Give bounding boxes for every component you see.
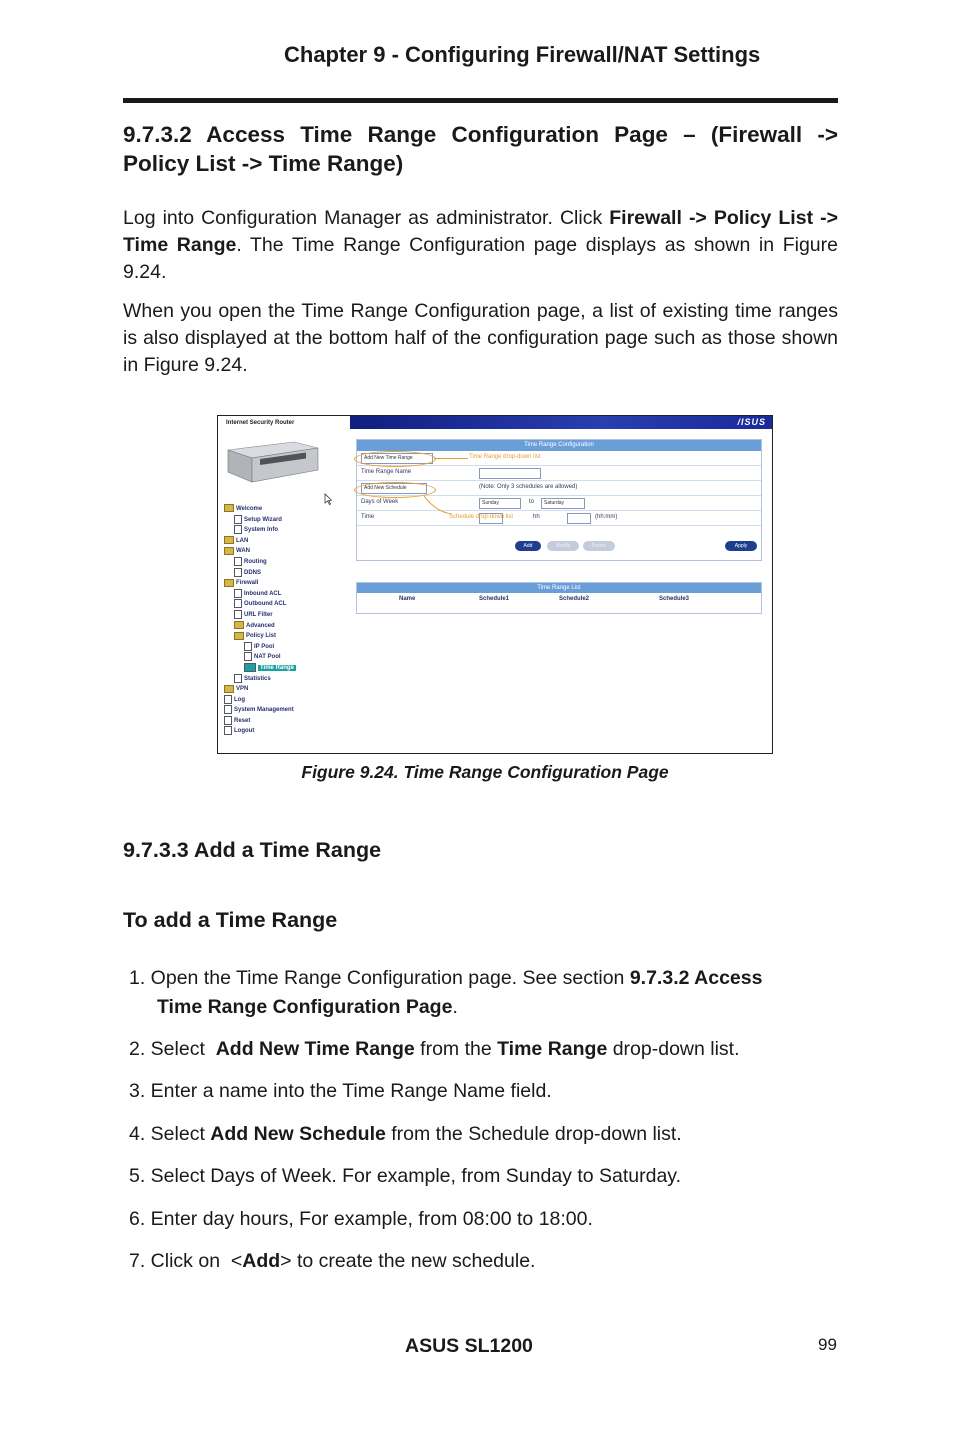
tree-item-label: Advanced [246, 622, 275, 629]
footer-product: ASUS SL1200 [405, 1335, 533, 1357]
schedule-callout-line [424, 496, 454, 516]
tree-item-label: NAT Pool [254, 654, 281, 661]
folder-icon [234, 632, 244, 640]
step-2-mid: from the [414, 1038, 498, 1060]
row-days-of-week [357, 496, 761, 511]
page-icon [224, 695, 232, 704]
page-icon [224, 726, 232, 735]
tree-item-label: WAN [236, 548, 250, 555]
intro-text: Log into Configuration Manager as administrator. Click [123, 207, 610, 229]
tree-item[interactable] [224, 631, 334, 642]
page-icon [224, 705, 232, 714]
page-icon [234, 674, 242, 683]
time-range-name-label: Time Range Name [361, 469, 412, 475]
schedule-note: (Note: Only 3 schedules are allowed) [479, 484, 578, 490]
page-number: 99 [818, 1335, 837, 1354]
page-icon [234, 589, 242, 598]
row-time [357, 511, 761, 526]
tree-item-label: LAN [236, 537, 249, 544]
tree-item-label: Routing [244, 559, 267, 566]
schedule-annotation: Schedule drop-down list [449, 514, 514, 520]
step-1-text: 1. Open the Time Range Configuration page. See section [129, 967, 630, 989]
step-2-end: drop-down list. [607, 1038, 740, 1060]
days-of-week-label: Days of Week [361, 499, 399, 505]
tree-item[interactable] [224, 652, 334, 663]
step-7-button: Add [242, 1250, 281, 1272]
page-icon [244, 642, 252, 651]
tree-item-label: Reset [234, 717, 251, 724]
tree-item-label: URL Filter [244, 612, 273, 619]
delete-button[interactable]: Delete [583, 541, 615, 551]
page-icon [234, 599, 242, 608]
tree-item[interactable] [224, 589, 334, 600]
folder-icon [224, 536, 234, 544]
folder-icon [224, 685, 234, 693]
row-time-range-name [357, 466, 761, 481]
tree-item-label: Statistics [244, 675, 271, 682]
tree-item[interactable] [224, 663, 334, 674]
step-2 [129, 1035, 838, 1064]
day-to-value: Saturday [544, 500, 565, 506]
intro-text-end: . The Time Range Configuration page displays as shown in Figure 9.24. [123, 234, 838, 283]
step-3: 3. Enter a name into the Time Range Name field. [129, 1080, 552, 1102]
top-banner [350, 416, 772, 429]
tree-item[interactable] [224, 525, 334, 536]
procedure-heading: To add a Time Range [123, 908, 338, 932]
apply-button[interactable]: Apply [725, 541, 757, 551]
intro-paragraph [123, 205, 838, 286]
tree-item[interactable] [224, 568, 334, 579]
step-1 [129, 964, 838, 1022]
menu-path: Firewall -> Policy List -> Time Range [123, 207, 839, 256]
list-header: Time Range List [357, 583, 761, 593]
tree-item-label: Firewall [236, 580, 259, 587]
page-icon [234, 515, 242, 524]
section-heading-9733: 9.7.3.3 Add a Time Range [123, 838, 382, 862]
step-4-end: from the Schedule drop-down list. [385, 1123, 682, 1145]
step-7-text: 7. Click on < [129, 1250, 243, 1272]
tree-item-label: Inbound ACL [244, 590, 282, 597]
day-from-value: Sunday [482, 500, 499, 506]
step-1-period: . [452, 996, 458, 1018]
column-schedule1: Schedule1 [479, 596, 510, 602]
time-range-annotation: Time Range drop-down list [469, 454, 541, 460]
tree-item[interactable] [224, 642, 334, 653]
tree-item[interactable] [224, 515, 334, 526]
tree-item[interactable] [224, 557, 334, 568]
time-range-callout-line [434, 458, 468, 459]
to-label: to [529, 499, 535, 505]
page-icon [224, 716, 232, 725]
step-2-text: 2. Select [129, 1038, 216, 1060]
page-icon [234, 568, 242, 577]
step-7 [129, 1247, 838, 1276]
modify-button[interactable]: Modify [547, 541, 579, 551]
tree-item[interactable] [224, 674, 334, 685]
folder-icon [224, 579, 234, 587]
hhmm-label: (hh:mm) [595, 514, 618, 520]
tree-item-label: Time Range [260, 664, 294, 671]
time-range-callout-oval [354, 451, 436, 467]
tree-item[interactable] [224, 599, 334, 610]
tree-item[interactable] [224, 621, 334, 632]
tree-item-label: Outbound ACL [244, 601, 287, 608]
hh-label: hh [533, 514, 540, 520]
router-device-image [224, 438, 322, 486]
column-name: Name [399, 596, 416, 602]
add-button[interactable]: Add [515, 541, 541, 551]
chapter-header: Chapter 9 - Configuring Firewall/NAT Settings [284, 42, 761, 67]
tree-item-label: VPN [236, 686, 249, 693]
tree-item[interactable] [224, 546, 334, 557]
column-schedule3: Schedule3 [659, 596, 690, 602]
page-icon [234, 610, 242, 619]
tree-item-label: Log [234, 696, 245, 703]
tree-item-label: Welcome [236, 506, 263, 512]
figure-screenshot [217, 415, 773, 754]
step-7-end: > to create the new schedule. [280, 1250, 536, 1272]
step-4-text: 4. Select [129, 1123, 211, 1145]
tree-item-label: IP Pool [254, 643, 275, 650]
step-2-list: Time Range [497, 1038, 608, 1060]
list-paragraph: When you open the Time Range Configuration page, a list of existing time ranges is also displayed at the bottom half of the configuration page such as those shown in Figure 9.24. [123, 300, 838, 376]
tree-item-label: Policy List [246, 633, 277, 640]
tree-item[interactable] [224, 684, 334, 695]
tree-item-label: Logout [234, 728, 255, 735]
page-icon [244, 663, 256, 672]
step-4 [129, 1120, 838, 1149]
tree-item[interactable] [224, 705, 334, 716]
page-icon [244, 652, 252, 661]
page-icon [234, 557, 242, 566]
step-5: 5. Select Days of Week. For example, from Sunday to Saturday. [129, 1165, 682, 1187]
asus-logo: /ISUS [737, 417, 766, 427]
step-2-option: Add New Time Range [215, 1038, 415, 1060]
tree-item-label: System Management [234, 707, 294, 714]
time-label: Time [361, 514, 375, 520]
time-range-list [356, 582, 762, 614]
column-schedule2: Schedule2 [559, 596, 590, 602]
tree-item-label: System Info [244, 527, 279, 534]
folder-icon [224, 504, 234, 512]
tree-item[interactable] [224, 716, 334, 727]
day-from-select[interactable] [479, 498, 521, 509]
figure-caption: Figure 9.24. Time Range Configuration Page [301, 762, 669, 782]
step-1-ref: 9.7.3.2 Access [629, 967, 763, 989]
tree-item[interactable] [224, 536, 334, 547]
header-divider [123, 98, 838, 103]
time-end-input[interactable] [567, 513, 591, 524]
tree-item[interactable] [224, 578, 334, 589]
folder-icon [224, 547, 234, 555]
step-6: 6. Enter day hours, For example, from 08:00 to 18:00. [129, 1208, 593, 1230]
tree-item[interactable] [224, 695, 334, 706]
time-range-name-input[interactable] [479, 468, 541, 479]
tree-item[interactable] [224, 504, 334, 515]
tree-item-label: DDNS [244, 569, 262, 576]
section-heading-9732: 9.7.3.2 Access Time Range Configuration Page – (Firewall -> Policy List -> Time Range) [123, 122, 838, 176]
mouse-cursor-icon [324, 493, 332, 505]
schedule-select-value: Add New Schedule [364, 485, 407, 491]
page-icon [234, 525, 242, 534]
tree-item-label: Setup Wizard [244, 516, 282, 523]
time-range-select-value: Add New Time Range [364, 455, 413, 461]
form-header: Time Range Configuration [357, 440, 761, 451]
step-1-ref-cont: Time Range Configuration Page [157, 996, 453, 1018]
folder-icon [234, 621, 244, 629]
day-to-select[interactable] [541, 498, 585, 509]
navigation-tree [224, 504, 334, 737]
device-title: Internet Security Router [226, 420, 295, 426]
step-4-option: Add New Schedule [210, 1123, 386, 1145]
tree-item[interactable] [224, 610, 334, 621]
tree-item[interactable] [224, 726, 334, 737]
